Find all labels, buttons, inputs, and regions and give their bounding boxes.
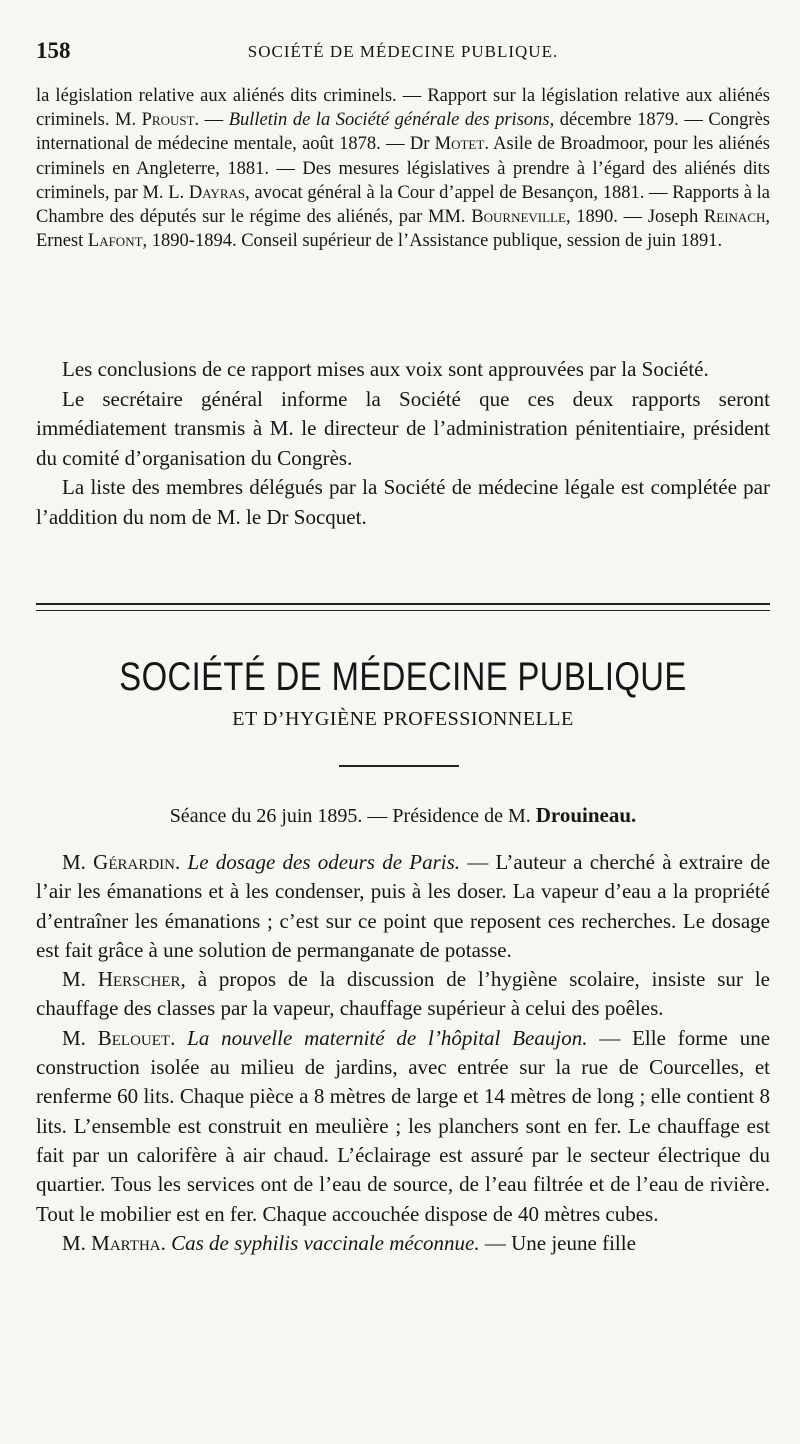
paragraph-martha: M. Martha. Cas de syphilis vaccinale méconnue. — Une jeune fille — [62, 1230, 636, 1255]
paragraph-herscher: M. Herscher, à propos de la discussion de l’hygiène scolaire, insiste sur le chauffage des classes par la vapeur, chauffage supérieur à celui des poêles. — [36, 967, 770, 1021]
session-body — [36, 848, 770, 1258]
paragraph-gerardin: M. Gérardin. Le dosage des odeurs de Paris. — L’auteur a cherché à extraire de l’air les émanations et à les condenser, puis à les doser. La vapeur d’eau a la propriété d’entraîner les émanations ; c’est sur ce point que reposent ces recherches. Le dosage est fait grâce à une solution de permanganate de potasse. — [36, 850, 771, 962]
seance-line: Séance du 26 juin 1895. — Présidence de M. Drouineau. — [169, 803, 637, 827]
short-rule — [339, 765, 459, 767]
page-number: 158 — [36, 38, 71, 63]
bibliography-paragraph: la législation relative aux aliénés dits criminels. — Rapport sur la législation relative aux aliénés criminels. M. Proust. — Bulletin de la Société générale des prisons, décembre 1879. — Congrès international de médecine mentale, août 1878. — Dr Motet. Asile de Broadmoor, pour les aliénés criminels en Angleterre, 1881. — Des mesures législatives à prendre à l’égard des aliénés dits criminels, par M. L. Dayras, avocat général à la Cour d’appel de Besançon, 1881. — Rapports à la Chambre des députés sur le régime des aliénés, par MM. Bourneville, 1890. — Joseph Reinach, Ernest Lafont, 1890-1894. Conseil supérieur de l’Assistance publique, session de juin 1891. — [36, 86, 771, 252]
president-name: Drouineau. — [535, 803, 637, 827]
section-divider — [36, 603, 770, 611]
section-title: SOCIÉTÉ DE MÉDECINE PUBLIQUE — [119, 655, 687, 699]
running-header — [36, 38, 770, 68]
paragraph-belouet: M. Belouet. La nouvelle maternité de l’hôpital Beaujon. — Elle forme une construction isolée au milieu de jardins, avec entrée sur la rue de Courcelles, et renferme 60 lits. Chaque pièce a 8 mètres de large et 14 mètres de long ; elle contient 8 lits. L’ensemble est construit en meulière ; les planchers sont en fer. Le chauffage est fait par un calorifère à air chaud. L’éclairage est assuré par le secteur électrique du quartier. Tous les services ont de l’eau de source, de l’eau filtrée et de l’eau de rivière. Tout le mobilier est en fer. Chaque accouchée dispose de 40 mètres cubes. — [36, 1025, 771, 1226]
section-subtitle: ET D’HYGIÈNE PROFESSIONNELLE — [232, 708, 574, 730]
paragraph-conclusions: Les conclusions de ce rapport mises aux voix sont approuvées par la Société. — [62, 357, 709, 381]
bibliography-block — [36, 84, 770, 253]
paragraph-members: La liste des membres délégués par la Société de médecine légale est complétée par l’addition du nom de M. le Dr Socquet. — [36, 475, 770, 529]
minutes-block — [36, 355, 770, 532]
running-title: SOCIÉTÉ DE MÉDECINE PUBLIQUE. — [247, 42, 559, 61]
paragraph-secretary: Le secrétaire général informe la Société que ces deux rapports seront immédiatement transmis à M. le directeur de l’administration pénitentiaire, président du comité d’organisation du Congrès. — [36, 386, 770, 470]
